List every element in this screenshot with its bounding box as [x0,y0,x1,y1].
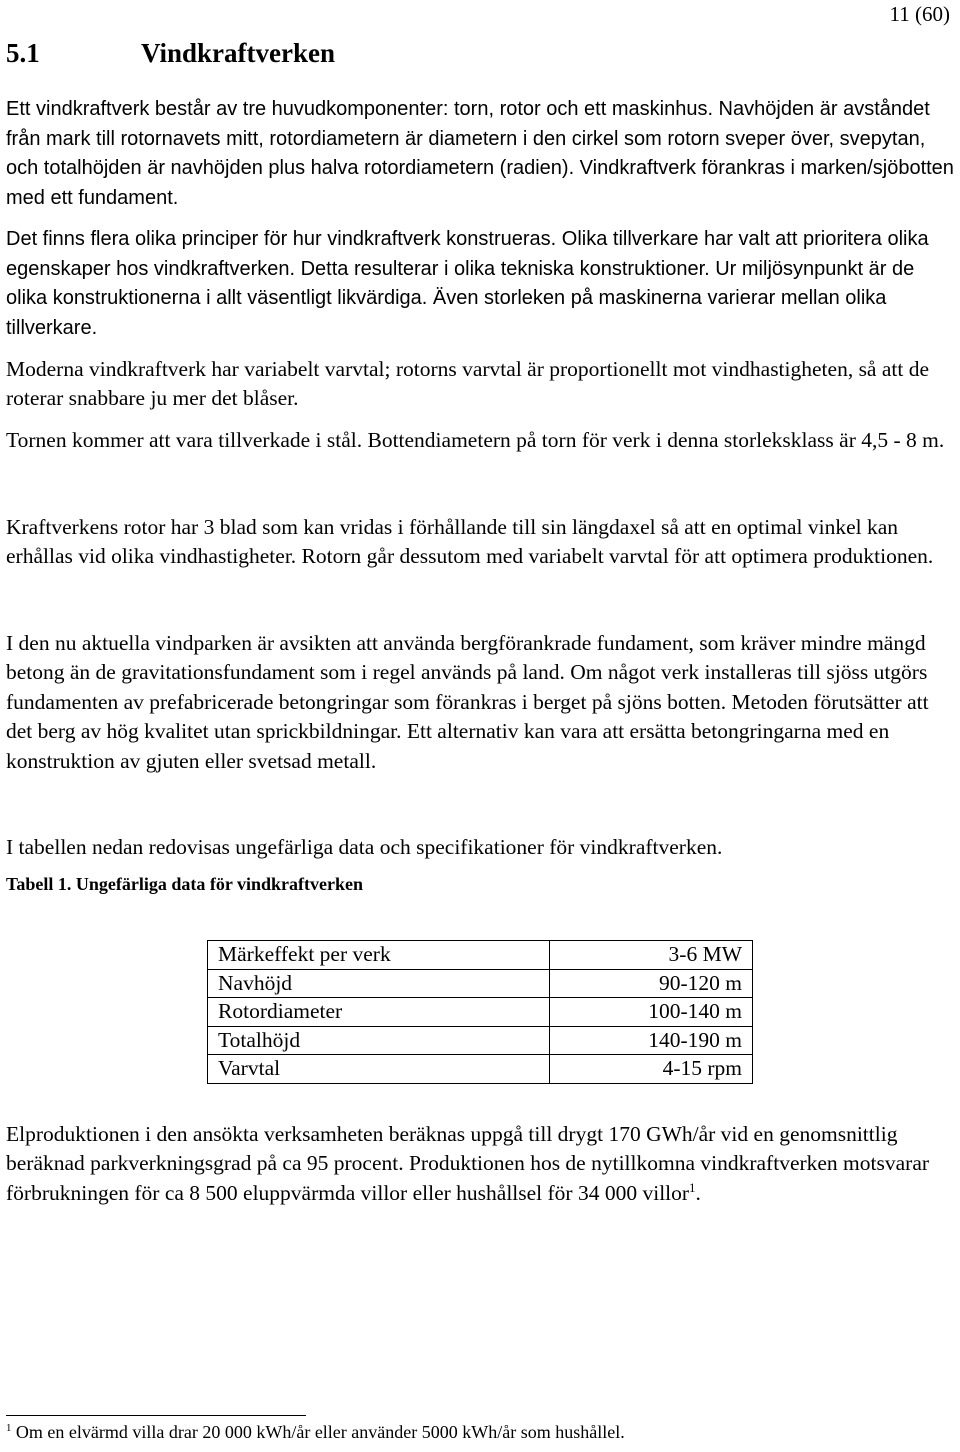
table-row [208,941,753,970]
row-label: Märkeffekt per verk [208,941,550,970]
row-label: Totalhöjd [208,1026,550,1055]
paragraph-table-intro: I tabellen nedan redovisas ungefärliga data och specifikationer för vindkraftverken. [6,835,723,859]
table-row [208,969,753,998]
section-heading [6,38,335,69]
paragraph-towers: Tornen kommer att vara tillverkade i stål. Bottendiametern på torn för verk i denna storleksklass är 4,5 - 8 m. [6,428,945,452]
row-value: 100-140 m [550,998,753,1027]
table-row [208,1026,753,1055]
paragraph-variable-speed: Moderna vindkraftverk har variabelt varvtal; rotorns varvtal är proportionellt mot vindhastigheten, så att de roterar snabbare ju mer det blåser. [6,357,930,411]
page-number: 11 (60) [889,2,950,26]
section-title: Vindkraftverken [141,38,335,68]
table-row [208,998,753,1027]
footnote [6,1422,625,1443]
paragraph-foundations: I den nu aktuella vindparken är avsikten att använda bergförankrade fundament, som kräver mindre mängd betong än de gravitationsfundament som i regel används på land. Om något verk installeras till sjöss utgörs fundamenten av prefabricerade betongringar som förankras i berget på sjöns botten. Metoden förutsätter att det berg av hög kvalitet utan sprickbildningar. Ett alternativ kan vara att ersätta betongringarna med en konstruktion av gjuten eller svetsad metall. [6,631,929,773]
row-label: Varvtal [208,1055,550,1084]
table-caption: Tabell 1. Ungefärliga data för vindkraftverken [6,874,364,894]
table-row [208,1055,753,1084]
paragraph-production [6,1120,956,1208]
row-label: Rotordiameter [208,998,550,1027]
production-text: Elproduktionen i den ansökta verksamheten beräknas uppgå till drygt 170 GWh/år vid en genomsnittlig beräknad parkverkningsgrad på ca 95 procent. Produktionen hos de nytillkomna vindkraftverken motsvarar förbrukningen för ca 8 500 eluppvärmda villor eller hushållsel för 34 000 villor [6,1122,930,1205]
footnote-reference[interactable]: 1 [689,1180,696,1195]
footnote-marker: 1 [6,1422,12,1434]
paragraph-components: Ett vindkraftverk består av tre huvudkomponenter: torn, rotor och ett maskinhus. Navhöjden är avståndet från mark till rotornavets mitt, rotordiametern är diametern i den cirkel som rotorn sveper över, svepytan, och totalhöjden är navhöjden plus halva rotordiametern (radien). Vindkraftverk förankras i marken/sjöbotten med ett fundament. [6,98,954,210]
row-value: 90-120 m [550,969,753,998]
row-value: 4-15 rpm [550,1055,753,1084]
spec-table [207,940,753,1084]
section-number: 5.1 [6,38,40,68]
footnote-text: Om en elvärmd villa drar 20 000 kWh/år eller använder 5000 kWh/år som hushållel. [15,1422,625,1442]
paragraph-principles: Det finns flera olika principer för hur vindkraftverk konstrueras. Olika tillverkare har valt att prioritera olika egenskaper hos vindkraftverken. Detta resulterar i olika tekniska konstruktioner. Ur miljösynpunkt är de olika konstruktionerna i allt väsentligt likvärdiga. Även storleken på maskinerna varierar mellan olika tillverkare. [6,228,929,340]
production-end: . [695,1180,701,1205]
row-value: 3-6 MW [550,941,753,970]
footnote-divider [6,1415,306,1416]
row-label: Navhöjd [208,969,550,998]
row-value: 140-190 m [550,1026,753,1055]
paragraph-rotor: Kraftverkens rotor har 3 blad som kan vridas i förhållande till sin längdaxel så att en optimal vinkel kan erhållas vid olika vindhastigheter. Rotorn går dessutom med variabelt varvtal för att optimera produktionen. [6,515,934,569]
